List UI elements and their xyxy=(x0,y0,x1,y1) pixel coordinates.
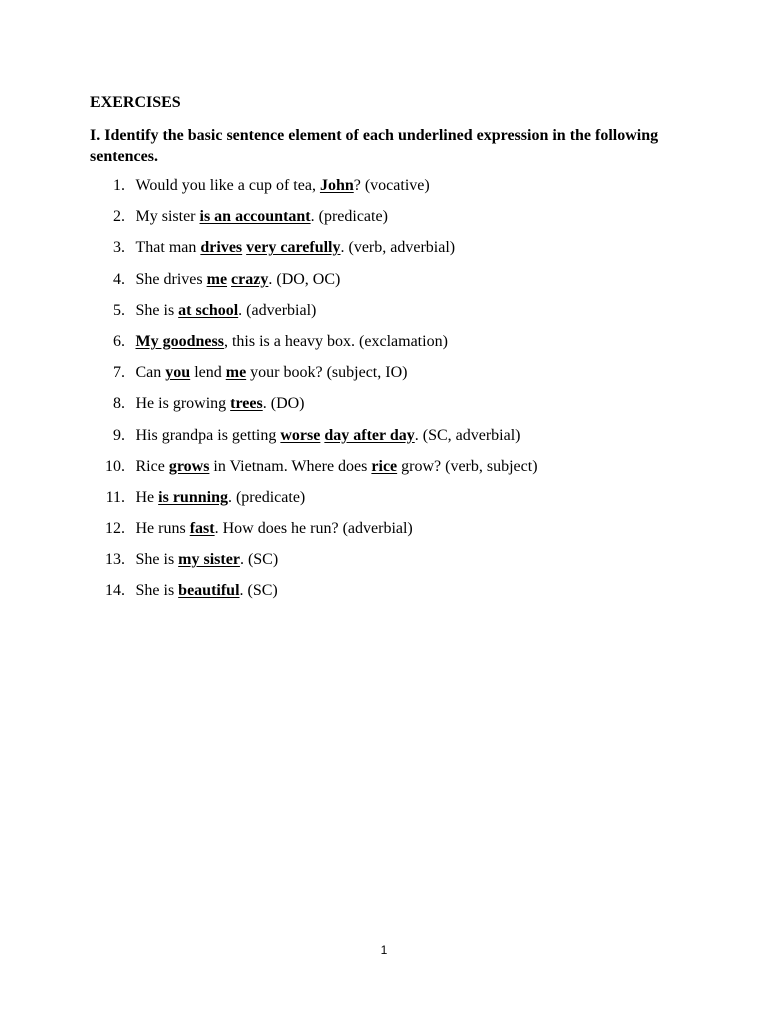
item-number: 6. xyxy=(113,332,125,350)
sentence-text: Rice xyxy=(135,457,169,475)
item-number: 3. xyxy=(113,239,125,257)
item-sentence xyxy=(136,176,430,196)
item-number: 11. xyxy=(105,488,125,506)
sentence-text: She is xyxy=(135,582,179,600)
underlined-expression: me xyxy=(225,364,247,382)
underlined-expression: me xyxy=(206,270,228,288)
sentence-text: grow? (verb, subject) xyxy=(397,457,538,475)
list-item xyxy=(90,519,710,550)
sentence-text: . (adverbial) xyxy=(238,301,317,319)
sentence-text: . (predicate) xyxy=(227,488,306,506)
sentence-text: lend xyxy=(190,364,226,382)
item-number: 14. xyxy=(105,582,125,600)
sentence-text: His grandpa is getting xyxy=(135,426,281,444)
sentence-text: . (DO, OC) xyxy=(268,270,341,288)
sentence-text: She is xyxy=(135,301,179,319)
sentence-text: . (verb, adverbial) xyxy=(340,239,456,257)
item-sentence xyxy=(136,332,448,352)
list-item xyxy=(90,332,710,363)
sentence-text: He xyxy=(135,488,159,506)
sentence-text: . (SC) xyxy=(239,582,278,600)
underlined-expression: day after day xyxy=(324,426,415,444)
item-number: 2. xyxy=(113,208,125,226)
underlined-expression: grows xyxy=(168,457,210,475)
item-sentence xyxy=(136,394,305,414)
list-item xyxy=(90,581,710,612)
item-sentence xyxy=(136,550,279,570)
sentence-text: That man xyxy=(135,239,201,257)
underlined-expression: worse xyxy=(280,426,321,444)
item-sentence xyxy=(136,301,317,321)
item-number: 7. xyxy=(113,364,125,382)
sentence-text: Can xyxy=(135,364,166,382)
list-item xyxy=(90,176,710,207)
list-item xyxy=(90,301,710,332)
item-number: 10. xyxy=(105,457,125,475)
underlined-expression: my sister xyxy=(178,551,240,569)
list-item xyxy=(90,238,710,269)
underlined-expression: My goodness xyxy=(135,332,224,350)
underlined-expression: at school xyxy=(178,301,239,319)
sentence-text: She drives xyxy=(135,270,207,288)
sentence-text: Would you like a cup of tea, xyxy=(135,177,320,194)
item-sentence xyxy=(136,270,341,290)
page-number: 1 xyxy=(380,943,388,957)
section-heading: EXERCISES xyxy=(90,94,181,111)
underlined-expression: John xyxy=(319,177,354,194)
list-item xyxy=(90,488,710,519)
list-item xyxy=(90,363,710,394)
underlined-expression: beautiful xyxy=(178,582,240,600)
underlined-expression: trees xyxy=(230,395,263,413)
exercise-list xyxy=(90,176,710,613)
sentence-text: My sister xyxy=(135,208,200,226)
sentence-text: . How does he run? (adverbial) xyxy=(214,520,413,538)
item-number: 8. xyxy=(113,395,125,413)
sentence-text: ? (vocative) xyxy=(353,177,430,194)
item-sentence xyxy=(136,207,388,227)
exercise-instruction: I. Identify the basic sentence element of each underlined expression in the following sentences. xyxy=(90,127,659,165)
item-number: 12. xyxy=(105,520,125,538)
sentence-text: He runs xyxy=(135,520,190,538)
item-sentence xyxy=(136,488,306,508)
item-sentence xyxy=(136,457,538,477)
underlined-expression: rice xyxy=(371,457,398,475)
item-number: 1. xyxy=(113,177,125,194)
underlined-expression: crazy xyxy=(231,270,269,288)
underlined-expression: is running xyxy=(158,488,228,506)
item-number: 9. xyxy=(113,426,125,444)
underlined-expression: very carefully xyxy=(246,239,341,257)
list-item xyxy=(90,550,710,581)
list-item xyxy=(90,270,710,301)
sentence-text: your book? (subject, IO) xyxy=(246,364,408,382)
item-number: 13. xyxy=(105,551,125,569)
sentence-text: , this is a heavy box. (exclamation) xyxy=(223,332,448,350)
underlined-expression: drives xyxy=(200,239,243,257)
item-sentence xyxy=(136,426,521,446)
sentence-text: . (SC) xyxy=(239,551,279,569)
sentence-text: . (predicate) xyxy=(310,208,388,226)
sentence-text: He is growing xyxy=(135,395,231,413)
item-number: 4. xyxy=(113,270,125,288)
item-number: 5. xyxy=(113,301,125,319)
sentence-text: in Vietnam. Where does xyxy=(209,457,372,475)
underlined-expression: is an accountant xyxy=(199,208,311,226)
list-item xyxy=(90,394,710,425)
sentence-text: She is xyxy=(135,551,179,569)
sentence-text: . (DO) xyxy=(262,395,305,413)
list-item xyxy=(90,426,710,457)
sentence-text: . (SC, adverbial) xyxy=(414,426,521,444)
list-item xyxy=(90,207,710,238)
item-sentence xyxy=(136,581,278,601)
list-item xyxy=(90,457,710,488)
item-sentence xyxy=(136,519,413,539)
item-sentence xyxy=(136,238,456,258)
underlined-expression: you xyxy=(165,364,191,382)
item-sentence xyxy=(136,363,408,383)
underlined-expression: fast xyxy=(189,520,215,538)
